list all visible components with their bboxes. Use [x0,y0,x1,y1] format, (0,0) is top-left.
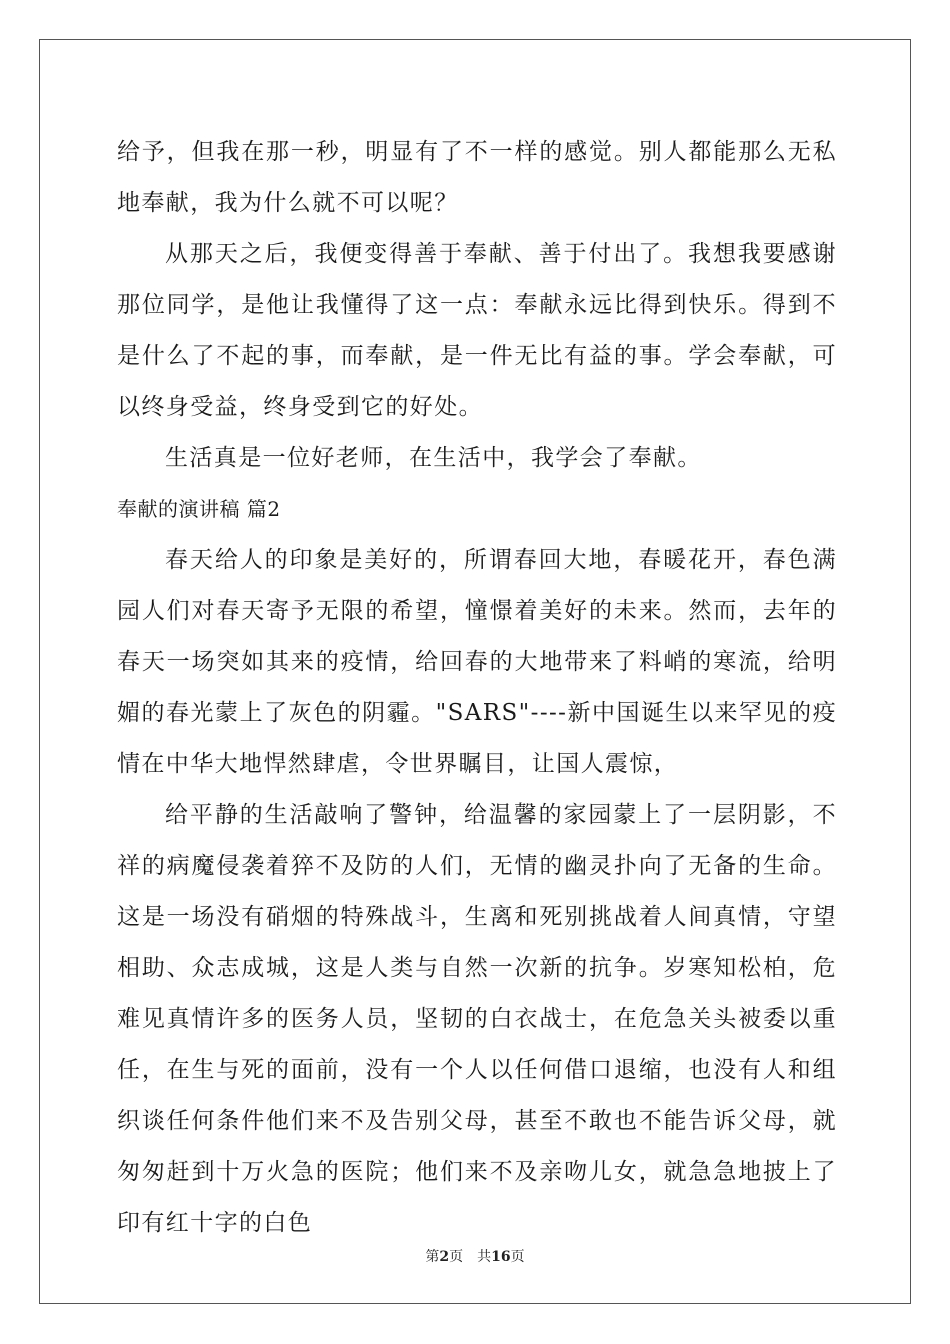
page-total: 16 [491,1249,511,1265]
page-suffix: 页 [449,1249,464,1265]
total-suffix: 页 [510,1249,525,1265]
page-current: 2 [439,1249,450,1265]
section-paragraph-2: 给平静的生活敲响了警钟，给温馨的家园蒙上了一层阴影，不祥的病魔侵袭着猝不及防的人们，无情的幽灵扑向了无备的生命。这是一场没有硝烟的特殊战斗，生离和死别挑战着人间真情，守望相助、众志成城，这是人类与自然一次新的抗争。岁寒知松柏，危难见真情许多的医务人员，坚韧的白衣战士，在危急关头被委以重任，在生与死的面前，没有一个人以任何借口退缩，也没有人和组织谈任何条件他们来不及告别父母，甚至不敢也不能告诉父母，就匆匆赶到十万火急的医院；他们来不及亲吻儿女，就急急地披上了印有红十字的白色 [117,802,837,1236]
paragraph-2: 从那天之后，我便变得善于奉献、善于付出了。我想我要感谢那位同学，是他让我懂得了这一点：奉献永远比得到快乐。得到不是什么了不起的事，而奉献，是一件无比有益的事。学会奉献，可以终身受益，终身受到它的好处。 [117,241,837,420]
total-prefix: 共 [477,1249,492,1265]
paragraph-1: 给予，但我在那一秒，明显有了不一样的感觉。别人都能那么无私地奉献，我为什么就不可以呢？ [117,139,837,216]
section-paragraph-1: 春天给人的印象是美好的，所谓春回大地，春暖花开，春色满园人们对春天寄予无限的希望，憧憬着美好的未来。然而，去年的春天一场突如其来的疫情，给回春的大地带来了料峭的寒流，给明媚的春光蒙上了灰色的阴霾。"SARS"----新中国诞生以来罕见的疫情在中华大地悍然肆虐，令世界瞩目，让国人震惊， [117,547,837,777]
document-body [117,127,837,1249]
page-footer [0,1246,950,1266]
page-prefix: 第 [425,1249,440,1265]
section-heading: 奉献的演讲稿 篇2 [117,497,281,521]
paragraph-3: 生活真是一位好老师，在生活中，我学会了奉献。 [165,445,702,471]
